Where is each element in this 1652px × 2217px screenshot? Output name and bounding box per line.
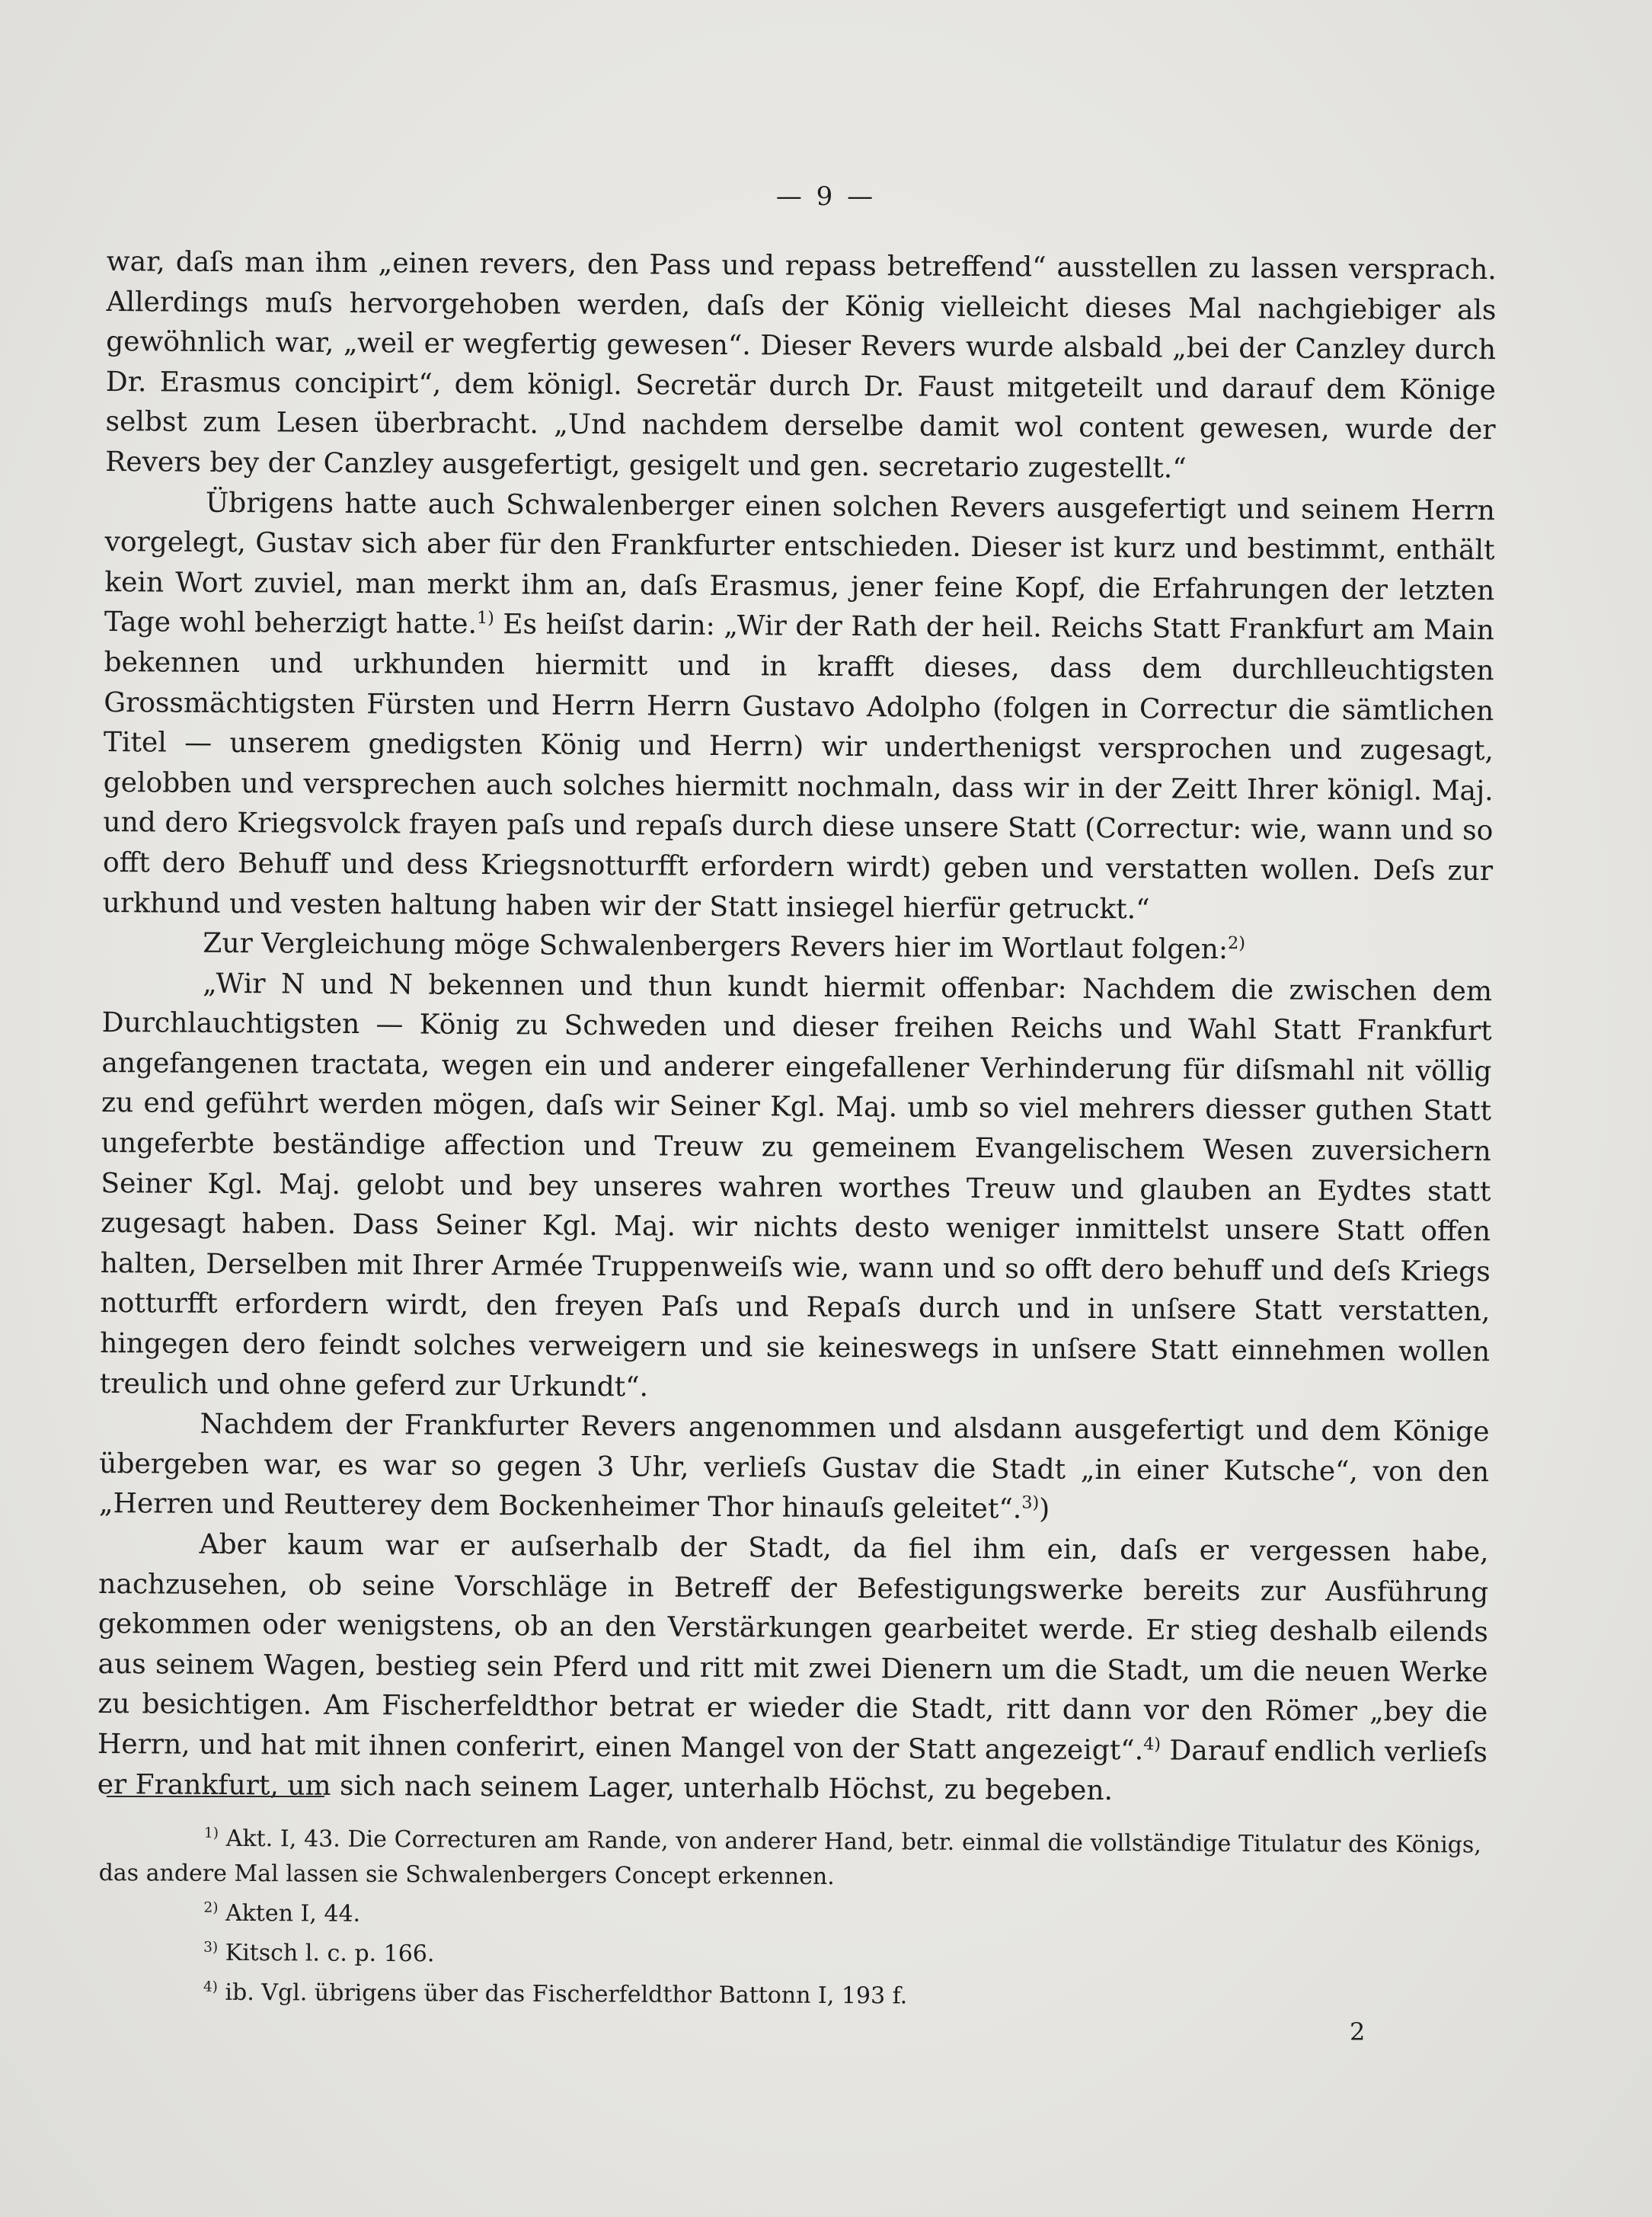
paragraph-6 (97, 1524, 1488, 1813)
paragraph-3-text: Zur Vergleichung möge Schwalenbergers Revers hier im Wortlaut folgen: (203, 927, 1229, 966)
paragraph-5-text: Nachdem der Frankfurter Revers angenommen und alsdann ausgefertigt und dem Könige übergeben war, es war so gegen 3 Uhr, verlieſs Gustav die Stadt „in einer Kutsche“, von den „Herren und Reutterey dem Bockenheimer Thor hinauſs geleitet“. (98, 1408, 1490, 1525)
paragraph-4-quote: „Wir N und N bekennen und thun kundt hiermit offenbar: Nachdem die zwischen dem Durchlauchtigsten — König zu Schweden und dieser freihen Reichs und Wahl Statt Frankfurt angefangenen tractata, wegen ein und anderer eingefallener Verhinderung für diſsmahl nit völlig zu end geführt werden mögen, daſs wir Seiner Kgl. Maj. umb so viel mehrers diesser guthen Statt ungeferbte beständige affection und Treuw zu gemeinem Evangelischem Wesen zuversichern Seiner Kgl. Maj. gelobt und bey unseres wahren worthes Treuw und glauben an Eydtes statt zugesagt haben. Dass Seiner Kgl. Maj. wir nichts desto weniger inmittelst unsere Statt offen halten, Derselben mit Ihrer Armée Truppenweiſs wie, wann und so offt dero behuff und deſs Kriegs notturfft erfordern wirdt, den freyen Paſs und Repaſs durch und in unſsere Statt verstatten, hingegen dero feindt solches verweigern und sie keineswegs in unſsere Statt einnehmen wollen treulich und ohne geferd zur Urkundt“. (99, 968, 1493, 1403)
footnote-mark: 3) (203, 1939, 219, 1956)
footnote-ref-3: 3) (1021, 1492, 1040, 1513)
footnote-mark: 2) (203, 1899, 219, 1916)
paragraph-1: war, daſs man ihm „einen revers, den Pass und repass betreffend“ ausstellen zu lassen versprach. Allerdings muſs hervorgehoben werden, daſs der König vielleicht dieses Mal nachgiebiger als gewöhnlich war, „weil er wegfertig gewesen“. Dieser Revers wurde alsbald „bei der Canzley durch Dr. Erasmus concipirt“, dem königl. Secretär durch Dr. Faust mitgeteilt und darauf dem Könige selbst zum Lesen überbracht. „Und nachdem derselbe damit wol content gewesen, wurde der Revers bey der Canzley ausgefertigt, gesigelt und gen. secretario zugestellt.“ (105, 245, 1497, 485)
paragraph-2-text: Übrigens hatte auch Schwalenberger einen solchen Revers ausgefertigt und seinem Herrn vorgelegt, Gustav sich aber für den Frankfurter entschieden. Dieser ist kurz und bestimmt, enthält kein Wort zuviel, man merkt ihm an, daſs Erasmus, jener feine Kopf, die Erfahrungen der letzten Tage wohl beherzigt hatte. (104, 487, 1496, 641)
footnote-divider (107, 1796, 324, 1797)
paragraph-5: Nachdem der Frankfurter Revers angenommen und alsdann ausgefertigt und dem Könige übergeben war, es war so gegen 3 Uhr, verlieſs Gustav die Stadt „in einer Kutsche“, von den „Herren und Reutterey dem Bockenheimer Thor hinauſs geleitet“.$^{3)}$) (98, 1408, 1490, 1526)
footnote-ref-2: 2) (1227, 933, 1246, 954)
footnote-1 (99, 1821, 1481, 1899)
footnotes (98, 1821, 1481, 2017)
page-number: — 9 — (775, 181, 877, 212)
footnote-2 (98, 1895, 1481, 1938)
paragraph-2 (103, 483, 1496, 933)
footnote-mark: 1) (203, 1825, 219, 1841)
footnote-text: Akt. I, 43. Die Correcturen am Rande, von anderer Hand, betr. einmal die vollständige Titulatur des Königs, das andere Mal lassen sie Schwalenbergers Concept erkennen. (98, 1825, 1481, 1891)
paragraph-6-text: Aber kaum war er auſserhalb der Stadt, da fiel ihm ein, daſs er vergessen habe, nachzusehen, ob seine Vorschläge in Betreff der Befestigungswerke bereits zur Ausführung gekommen oder wenigstens, ob an den Verstärkungen gearbeitet werde. Er stieg deshalb eilends aus seinem Wagen, bestieg sein Pferd und ritt mit zwei Dienern um die Stadt, um die neuen Werke zu besichtigen. Am Fischerfeldthor betrat er wieder die Stadt, ritt dann vor den Römer „bey die Herrn, und hat mit ihnen conferirt, einen Mangel von der Statt angezeigt“. (97, 1528, 1489, 1767)
footnote-text: ib. Vgl. übrigens über das Fischerfeldthor Battonn I, 193 f. (217, 1979, 908, 2010)
footnote-4 (98, 1975, 1481, 2017)
paragraph-6-rest: Darauf endlich verlieſs er Frankfurt, um sich nach seinem Lager, unterhalb Höchst, zu begeben. (97, 1735, 1488, 1806)
main-text (97, 242, 1496, 1813)
footnote-ref-4: 4) (1143, 1734, 1162, 1755)
footnote-text: Akten I, 44. (218, 1899, 361, 1927)
footnote-text: Kitsch l. c. p. 166. (218, 1939, 435, 1968)
footnote-3 (98, 1935, 1481, 1978)
footnote-mark: 4) (203, 1979, 219, 1995)
paragraph-2-quote: Es heiſst darin: „Wir der Rath der heil. Reichs Statt Frankfurt am Main bekennen und urkhunden hiermitt und in krafft dieses, dass dem durchlleuchtigsten Grossmächtigsten Fürsten und Herrn Herrn Gustavo Adolpho (folgen in Correctur die sämtlichen Titel — unserem gnedigsten König und Herrn) wir underthenigst versprochen und zugesagt, gelobben und versprechen auch solches hiermitt nochmaln, dass wir in der Zeitt Ihrer königl. Maj. und dero Kriegsvolck frayen paſs und repaſs durch diese unsere Statt (Correctur: wie, wann und so offt dero Behuff und dess Kriegsnotturfft erfordern wirdt) geben und verstatten wollen. Deſs zur urkhund und vesten haltung haben wir der Statt insiegel hierfür getruckt.“ (102, 609, 1495, 925)
signature-mark: 2 (1350, 2017, 1366, 2046)
footnote-ref-1: 1) (476, 608, 494, 629)
